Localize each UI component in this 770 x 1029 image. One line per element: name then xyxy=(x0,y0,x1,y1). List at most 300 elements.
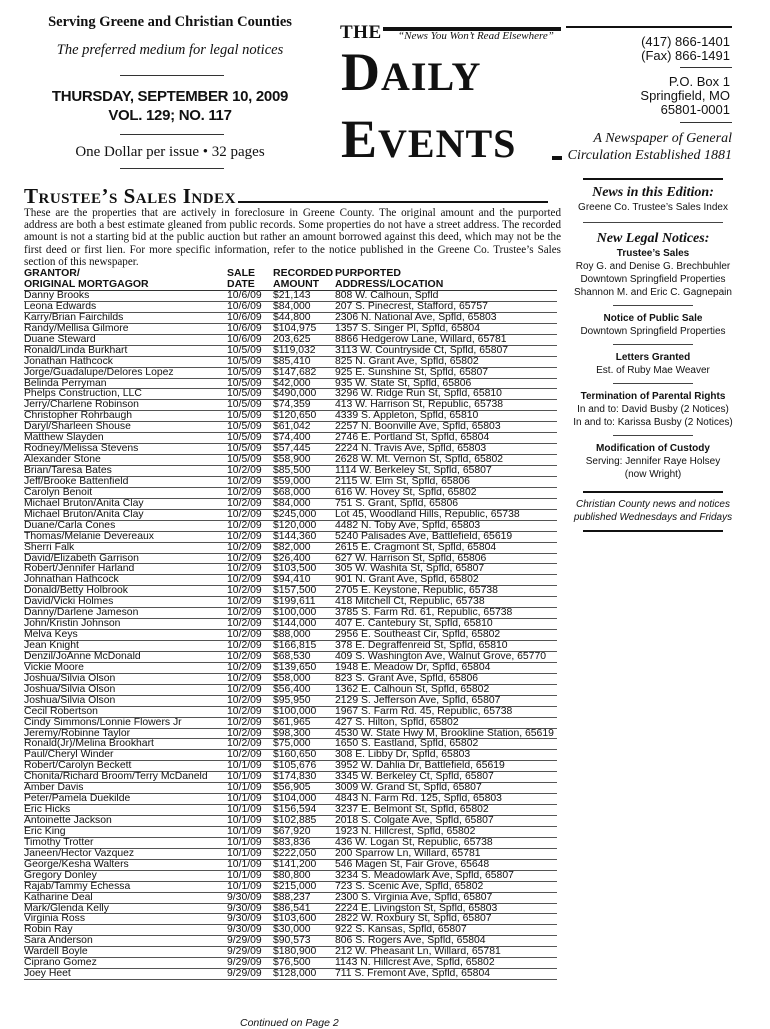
grantor-cell: Mark/Glenda Kelly xyxy=(24,903,109,914)
amount-cell: $30,000 xyxy=(273,925,311,936)
trustee-sales-label: Trustee’s Sales xyxy=(616,248,690,259)
table-body xyxy=(24,291,557,980)
grantor-cell: Jonathan Hathcock xyxy=(24,356,113,367)
masthead-events xyxy=(341,109,517,169)
table-row xyxy=(24,368,557,379)
grantor-cell: Matthew Slayden xyxy=(24,433,104,444)
amount-cell: $245,000 xyxy=(273,509,317,520)
sale-date-cell: 10/2/09 xyxy=(227,651,262,662)
table-row xyxy=(24,422,557,433)
grantor-cell: Ciprano Gomez xyxy=(24,958,97,969)
address-cell: 409 S. Washington Ave, Walnut Grove, 65770 xyxy=(335,651,547,662)
grantor-cell: Danny/Darlene Jameson xyxy=(24,608,139,619)
amount-cell: $144,000 xyxy=(273,619,317,630)
sale-date-cell: 10/2/09 xyxy=(227,487,262,498)
table-row xyxy=(24,521,557,532)
table-row xyxy=(24,739,557,750)
table-row xyxy=(24,641,557,652)
address-cell: 413 W. Harrison St, Republic, 65738 xyxy=(335,400,504,411)
christian-county-note: Christian County news and notices published Wednesdays and Fridays xyxy=(573,499,733,523)
sale-date-cell: 10/2/09 xyxy=(227,630,262,641)
address-cell: 808 W. Calhoun, Spfld xyxy=(335,291,439,301)
divider xyxy=(120,75,224,76)
grantor-cell: Donald/Betty Holbrook xyxy=(24,586,128,597)
divider xyxy=(583,178,723,180)
sale-date-cell: 10/2/09 xyxy=(227,728,262,739)
sale-date-cell: 10/1/09 xyxy=(227,761,262,772)
address-cell: 922 S. Kansas, Spfld, 65807 xyxy=(335,925,467,936)
amount-cell: $105,676 xyxy=(273,761,317,772)
address-cell: 1357 S. Singer Pl, Spfld, 65804 xyxy=(335,323,480,334)
amount-cell: $100,000 xyxy=(273,706,317,717)
address-cell: 1967 S. Farm Rd. 45, Republic, 65738 xyxy=(335,706,513,717)
address-cell: 2018 S. Colgate Ave, Spfld, 65807 xyxy=(335,816,494,826)
amount-cell: $160,650 xyxy=(273,750,317,761)
news-heading: News in this Edition: xyxy=(592,185,714,200)
grantor-cell: Johnathan Hathcock xyxy=(24,575,119,586)
table-row xyxy=(24,860,557,871)
amount-cell: $82,000 xyxy=(273,542,311,553)
amount-cell: $67,920 xyxy=(273,826,311,837)
divider xyxy=(583,491,723,493)
address-cell: 2224 N. Travis Ave, Spfld, 65803 xyxy=(335,444,487,455)
sale-date-cell: 10/6/09 xyxy=(227,323,262,334)
table-row xyxy=(24,335,557,346)
sale-date-cell: 10/2/09 xyxy=(227,684,262,695)
address-cell: 5240 Palisades Ave, Battlefield, 65619 xyxy=(335,531,513,542)
amount-cell: $98,300 xyxy=(273,728,311,739)
grantor-cell: Paul/Cheryl Winder xyxy=(24,750,114,761)
sale-date-cell: 10/6/09 xyxy=(227,312,262,323)
sale-date-cell: 10/1/09 xyxy=(227,881,262,892)
grantor-cell: Randy/Mellisa Gilmore xyxy=(24,323,129,334)
sale-date-cell: 9/30/09 xyxy=(227,925,262,936)
section-title: Trustee’s Sales Index xyxy=(24,184,236,208)
grantor-cell: Joshua/Silvia Olson xyxy=(24,695,116,706)
address-cell: 925 E. Sunshine St, Spfld, 65807 xyxy=(335,367,489,378)
sale-date-cell: 9/30/09 xyxy=(227,903,262,914)
grantor-cell: Gregory Donley xyxy=(24,870,97,881)
grantor-cell: Rajab/Tammy Echessa xyxy=(24,881,131,892)
address-cell: 4530 W. State Hwy M, Brookline Station, 65619 xyxy=(335,728,554,739)
grantor-cell: Alexander Stone xyxy=(24,455,101,465)
table-row xyxy=(24,663,557,674)
grantor-cell: Robert/Jennifer Harland xyxy=(24,564,135,575)
address-cell: 901 N. Grant Ave, Spfld, 65802 xyxy=(335,575,479,586)
address-cell: 1362 E. Calhoun St, Spfld, 65802 xyxy=(335,684,490,695)
grantor-cell: Christopher Rohrbaugh xyxy=(24,411,133,422)
table-row xyxy=(24,586,557,597)
grantor-cell: Robin Ray xyxy=(24,925,73,936)
table-row xyxy=(24,805,557,816)
address-cell: 627 W. Harrison St, Spfld, 65806 xyxy=(335,553,487,564)
divider xyxy=(583,222,723,223)
table-row xyxy=(24,794,557,805)
table-row xyxy=(24,630,557,641)
grantor-cell: Cecil Robertson xyxy=(24,706,98,717)
table-row xyxy=(24,958,557,969)
address-cell: 200 Sparrow Ln, Willard, 65781 xyxy=(335,848,481,859)
sale-date-cell: 10/2/09 xyxy=(227,597,262,608)
grantor-cell: Janeen/Hector Vazquez xyxy=(24,848,135,859)
grantor-cell: Ronald/Linda Burkhart xyxy=(24,345,128,356)
address-cell: 4339 S. Appleton, Spfld, 65810 xyxy=(335,411,479,422)
sidebar-list-item: Est. of Ruby Mae Weaver xyxy=(596,365,710,376)
table-row xyxy=(24,750,557,761)
grantor-cell: Denzil/JoAnne McDonald xyxy=(24,651,141,662)
sale-date-cell: 10/2/09 xyxy=(227,619,262,630)
sale-date-cell: 10/2/09 xyxy=(227,662,262,673)
table-row xyxy=(24,433,557,444)
amount-cell: $59,000 xyxy=(273,476,311,487)
sale-date-cell: 10/2/09 xyxy=(227,608,262,619)
amount-cell: $74,400 xyxy=(273,433,311,444)
table-row xyxy=(24,379,557,390)
sale-date-cell: 10/1/09 xyxy=(227,826,262,837)
address-cell: 1923 N. Hillcrest, Spfld, 65802 xyxy=(335,826,476,837)
grantor-cell: Peter/Pamela Duekilde xyxy=(24,794,131,805)
address-cell: 2615 E. Cragmont St, Spfld, 65804 xyxy=(335,542,497,553)
header-grantor: GRANTOR/ xyxy=(24,268,80,279)
grantor-cell: Jean Knight xyxy=(24,641,79,651)
amount-cell: $199,611 xyxy=(273,597,316,608)
address-cell: 723 S. Scenic Ave, Spfld, 65802 xyxy=(335,881,484,892)
sale-date-cell: 10/5/09 xyxy=(227,367,262,378)
grantor-cell: Eric Hicks xyxy=(24,805,71,815)
address-cell: 207 S. Pinecrest, Stafford, 65757 xyxy=(335,301,488,312)
amount-cell: $120,650 xyxy=(273,411,317,422)
preferred-medium: The preferred medium for legal notices xyxy=(56,42,284,58)
amount-cell: $100,000 xyxy=(273,608,317,619)
sale-date-cell: 10/2/09 xyxy=(227,531,262,542)
address-cell: 2224 E. Livingston St, Spfld, 65803 xyxy=(335,903,498,914)
divider xyxy=(613,344,693,345)
grantor-cell: Duane Steward xyxy=(24,334,96,345)
amount-cell: $68,000 xyxy=(273,487,311,498)
amount-cell: $147,682 xyxy=(273,367,317,378)
fax-number: (Fax) 866-1491 xyxy=(641,48,730,63)
sale-date-cell: 10/2/09 xyxy=(227,717,262,728)
address-cell: 436 W. Logan St, Republic, 65738 xyxy=(335,837,493,848)
grantor-cell: Jeremy/Robinne Taylor xyxy=(24,728,131,739)
trustee-sales-table xyxy=(24,268,557,980)
grantor-cell: John/Kristin Johnson xyxy=(24,619,121,630)
amount-cell: $74,359 xyxy=(273,400,311,411)
table-row xyxy=(24,619,557,630)
zip-code: 65801-0001 xyxy=(660,102,730,117)
amount-cell: $42,000 xyxy=(273,378,311,389)
termination-label: Termination of Parental Rights xyxy=(580,391,726,402)
address-cell: 2628 W. Mt. Vernon St, Spfld, 65802 xyxy=(335,455,504,465)
table-row xyxy=(24,827,557,838)
amount-cell: 203,625 xyxy=(273,334,311,345)
amount-cell: $157,500 xyxy=(273,586,317,597)
sale-date-cell: 10/2/09 xyxy=(227,695,262,706)
amount-cell: $166,815 xyxy=(273,641,317,651)
divider xyxy=(613,383,693,384)
grantor-cell: Eric King xyxy=(24,826,66,837)
address-cell: 3952 W. Dahlia Dr, Battlefield, 65619 xyxy=(335,761,505,772)
sale-date-cell: 10/1/09 xyxy=(227,772,262,783)
grantor-cell: Ronald(Jr)/Melina Brookhart xyxy=(24,739,154,750)
grantor-cell: David/Vicki Holmes xyxy=(24,597,114,608)
grantor-cell: Karry/Brian Fairchilds xyxy=(24,312,124,323)
sale-date-cell: 10/2/09 xyxy=(227,476,262,487)
masthead-daily xyxy=(341,42,482,102)
sale-date-cell: 9/29/09 xyxy=(227,936,262,947)
divider xyxy=(120,168,224,169)
amount-cell: $144,360 xyxy=(273,531,317,542)
grantor-cell: Virginia Ross xyxy=(24,914,86,925)
amount-cell: $139,650 xyxy=(273,662,317,673)
table-row xyxy=(24,313,557,324)
table-row xyxy=(24,346,557,357)
divider xyxy=(613,435,693,436)
sale-date-cell: 10/2/09 xyxy=(227,641,262,651)
table-row xyxy=(24,871,557,882)
sidebar-list-item: (now Wright) xyxy=(624,469,682,480)
address-cell: 3234 S. Meadowlark Ave, Spfld, 65807 xyxy=(335,870,514,881)
address-cell: 3345 W. Berkeley Ct, Spfld, 65807 xyxy=(335,772,494,783)
sidebar-list-item: In and to: David Busby (2 Notices) xyxy=(577,404,729,415)
amount-cell: $83,836 xyxy=(273,837,311,848)
public-sale-list xyxy=(568,325,738,338)
address-cell: 2300 S. Virginia Ave, Spfld, 65807 xyxy=(335,892,493,903)
amount-cell: $94,410 xyxy=(273,575,311,586)
divider xyxy=(120,134,224,135)
grantor-cell: Michael Bruton/Anita Clay xyxy=(24,498,144,509)
amount-cell: $222,050 xyxy=(273,848,317,859)
header-sale: SALE xyxy=(227,267,256,279)
sale-date-cell: 10/5/09 xyxy=(227,444,262,455)
sale-date-cell: 10/5/09 xyxy=(227,433,262,444)
sale-date-cell: 10/6/09 xyxy=(227,334,262,345)
masthead-events-initial: E xyxy=(341,109,379,169)
amount-cell: $119,032 xyxy=(273,345,316,356)
address-cell: 2115 W. Elm St, Spfld, 65806 xyxy=(335,476,470,487)
masthead-daily-rest: AILY xyxy=(381,54,482,99)
amount-cell: $56,905 xyxy=(273,783,311,794)
sale-date-cell: 10/2/09 xyxy=(227,750,262,761)
table-row xyxy=(24,488,557,499)
grantor-cell: Vickie Moore xyxy=(24,662,84,673)
divider xyxy=(613,305,693,306)
table-row xyxy=(24,685,557,696)
sale-date-cell: 10/5/09 xyxy=(227,400,262,411)
address-cell: 2257 N. Boonville Ave, Spfld, 65803 xyxy=(335,422,501,433)
sale-date-cell: 10/2/09 xyxy=(227,706,262,717)
amount-cell: $490,000 xyxy=(273,389,317,400)
sale-date-cell: 10/2/09 xyxy=(227,520,262,531)
address-cell: 407 E. Cantebury St, Spfld, 65810 xyxy=(335,619,493,630)
address-cell: 427 S. Hilton, Spfld, 65802 xyxy=(335,717,459,728)
sale-date-cell: 10/5/09 xyxy=(227,356,262,367)
table-row xyxy=(24,400,557,411)
table-row xyxy=(24,554,557,565)
address-cell: 1650 S. Eastland, Spfld, 65802 xyxy=(335,739,479,750)
amount-cell: $68,530 xyxy=(273,651,311,662)
trustee-sales-list xyxy=(568,260,738,299)
sale-date-cell: 10/1/09 xyxy=(227,859,262,870)
table-row xyxy=(24,389,557,400)
address-cell: 2822 W. Roxbury St, Spfld, 65807 xyxy=(335,914,492,925)
table-row xyxy=(24,674,557,685)
address-cell: 305 W. Washita St, Spfld, 65807 xyxy=(335,564,485,575)
address-cell: 308 E. Libby Dr, Spfld, 65803 xyxy=(335,750,471,761)
masthead-events-rest: VENTS xyxy=(378,121,517,166)
grantor-cell: Jeff/Brooke Battenfield xyxy=(24,476,129,487)
sale-date-cell: 10/2/09 xyxy=(227,575,262,586)
table-row xyxy=(24,575,557,586)
section-title-rule xyxy=(238,201,548,203)
address-cell: 212 W. Pheasant Ln, Willard, 65781 xyxy=(335,947,501,958)
amount-cell: $58,000 xyxy=(273,673,311,684)
sale-date-cell: 9/30/09 xyxy=(227,892,262,903)
amount-cell: $85,500 xyxy=(273,466,311,476)
table-row xyxy=(24,882,557,893)
table-row xyxy=(24,652,557,663)
grantor-cell: Danny Brooks xyxy=(24,291,90,301)
address-cell: 3113 W. Countryside Ct, Spfld, 65807 xyxy=(335,345,509,356)
amount-cell: $88,237 xyxy=(273,892,311,903)
table-row xyxy=(24,444,557,455)
address-cell: 1948 E. Meadow Dr, Spfld, 65804 xyxy=(335,662,491,673)
grantor-cell: Rodney/Melissa Stevens xyxy=(24,444,139,455)
amount-cell: $128,000 xyxy=(273,969,317,980)
table-row xyxy=(24,532,557,543)
sale-date-cell: 9/29/09 xyxy=(227,969,262,980)
amount-cell: $75,000 xyxy=(273,739,311,750)
grantor-cell: Cindy Simmons/Lonnie Flowers Jr xyxy=(24,717,182,728)
slogan: “News You Won’t Read Elsewhere” xyxy=(398,30,554,42)
public-sale-label: Notice of Public Sale xyxy=(603,313,703,324)
sale-date-cell: 10/2/09 xyxy=(227,586,262,597)
amount-cell: $104,975 xyxy=(273,323,317,334)
masthead-daily-initial: D xyxy=(341,42,381,102)
sale-date-cell: 9/29/09 xyxy=(227,958,262,969)
grantor-cell: Timothy Trotter xyxy=(24,837,94,848)
header-recorded: RECORDED xyxy=(273,267,334,279)
table-row xyxy=(24,772,557,783)
grantor-cell: Katharine Deal xyxy=(24,892,93,903)
table-row xyxy=(24,904,557,915)
amount-cell: $61,042 xyxy=(273,422,311,433)
sale-date-cell: 10/2/09 xyxy=(227,542,262,553)
sidebar xyxy=(568,178,738,532)
amount-cell: $84,000 xyxy=(273,498,311,509)
address-cell: 711 S. Fremont Ave, Spfld, 65804 xyxy=(335,969,490,980)
address-cell: 4482 N. Toby Ave, Spfld, 65803 xyxy=(335,520,481,531)
sale-date-cell: 10/1/09 xyxy=(227,848,262,859)
amount-cell: $84,000 xyxy=(273,301,311,312)
sale-date-cell: 10/5/09 xyxy=(227,422,262,433)
table-row xyxy=(24,302,557,313)
amount-cell: $215,000 xyxy=(273,881,317,892)
table-row xyxy=(24,597,557,608)
amount-cell: $104,000 xyxy=(273,794,317,805)
letters-granted-label: Letters Granted xyxy=(615,352,691,363)
table-row xyxy=(24,357,557,368)
sale-date-cell: 10/6/09 xyxy=(227,291,262,301)
sale-date-cell: 10/1/09 xyxy=(227,794,262,805)
sidebar-list-item: Downtown Springfield Properties xyxy=(580,326,726,337)
table-row xyxy=(24,696,557,707)
sale-date-cell: 10/1/09 xyxy=(227,837,262,848)
grantor-cell: Wardell Boyle xyxy=(24,947,88,958)
header-amount: AMOUNT xyxy=(273,279,335,291)
grantor-cell: Amber Davis xyxy=(24,783,84,794)
grantor-cell: Chonita/Richard Broom/Terry McDaneld xyxy=(24,772,208,783)
table-row xyxy=(24,324,557,335)
table-row xyxy=(24,543,557,554)
address-cell: 616 W. Hovey St, Spfld, 65802 xyxy=(335,487,477,498)
sale-date-cell: 10/1/09 xyxy=(227,805,262,816)
address-cell: 546 Magen St, Fair Grove, 65648 xyxy=(335,859,490,870)
grantor-cell: Joshua/Silvia Olson xyxy=(24,673,116,684)
letters-granted-list xyxy=(568,364,738,377)
sale-date-cell: 10/5/09 xyxy=(227,345,262,356)
table-row xyxy=(24,707,557,718)
amount-cell: $56,400 xyxy=(273,684,311,695)
sale-date-cell: 10/2/09 xyxy=(227,498,262,509)
grantor-cell: Joey Heet xyxy=(24,969,71,980)
header-date: DATE xyxy=(227,279,273,291)
table-row xyxy=(24,608,557,619)
divider xyxy=(566,26,732,28)
address-cell: 935 W. State St, Spfld, 65806 xyxy=(335,378,472,389)
table-row xyxy=(24,914,557,925)
address-cell: 3237 E. Belmont St, Spfld, 65802 xyxy=(335,805,489,815)
grantor-cell: Antoinette Jackson xyxy=(24,816,112,826)
amount-cell: $90,573 xyxy=(273,936,311,947)
sale-date-cell: 9/29/09 xyxy=(227,947,262,958)
amount-cell: $141,200 xyxy=(273,859,317,870)
amount-cell: $57,445 xyxy=(273,444,311,455)
address-cell: 823 S. Grant Ave, Spfld, 65806 xyxy=(335,673,479,684)
address-cell: 1114 W. Berkeley St, Spfld, 65807 xyxy=(335,466,492,476)
address-cell: 3296 W. Ridge Run St, Spfld, 65810 xyxy=(335,389,502,400)
address-cell: 2746 E. Portland St, Spfld, 65804 xyxy=(335,433,490,444)
grantor-cell: Sara Anderson xyxy=(24,936,93,947)
table-row xyxy=(24,455,557,466)
sale-date-cell: 10/2/09 xyxy=(227,673,262,684)
divider xyxy=(680,122,732,123)
address-cell: 825 N. Grant Ave, Spfld, 65802 xyxy=(335,356,479,367)
continued-note: Continued on Page 2 xyxy=(240,1017,339,1029)
table-row xyxy=(24,510,557,521)
amount-cell: $61,965 xyxy=(273,717,311,728)
table-row xyxy=(24,718,557,729)
address-cell: 2705 E. Keystone, Republic, 65738 xyxy=(335,586,498,597)
amount-cell: $58,900 xyxy=(273,455,311,466)
sale-date-cell: 10/5/09 xyxy=(227,378,262,389)
address-cell: 3009 W. Grand St, Spfld, 65807 xyxy=(335,783,482,794)
issue-date: THURSDAY, SEPTEMBER 10, 2009 xyxy=(51,88,289,105)
amount-cell: $76,500 xyxy=(273,958,311,969)
grantor-cell: Robert/Carolyn Beckett xyxy=(24,761,132,772)
amount-cell: $88,000 xyxy=(273,630,311,641)
table-row xyxy=(24,838,557,849)
amount-cell: $103,600 xyxy=(273,914,317,925)
sale-date-cell: 10/1/09 xyxy=(227,816,262,826)
address-cell: 4843 N. Farm Rd. 125, Spfld, 65803 xyxy=(335,794,502,805)
address-cell: 2306 N. National Ave, Spfld, 65803 xyxy=(335,312,497,323)
grantor-cell: Jorge/Guadalupe/Delores Lopez xyxy=(24,367,174,378)
address-cell: 418 Mitchell Ct, Republic, 65738 xyxy=(335,597,485,608)
address-cell: 2129 S. Jefferson Ave, Spfld, 65807 xyxy=(335,695,501,706)
sidebar-list-item: Shannon M. and Eric C. Gagnepain xyxy=(574,287,732,298)
divider xyxy=(583,530,723,532)
